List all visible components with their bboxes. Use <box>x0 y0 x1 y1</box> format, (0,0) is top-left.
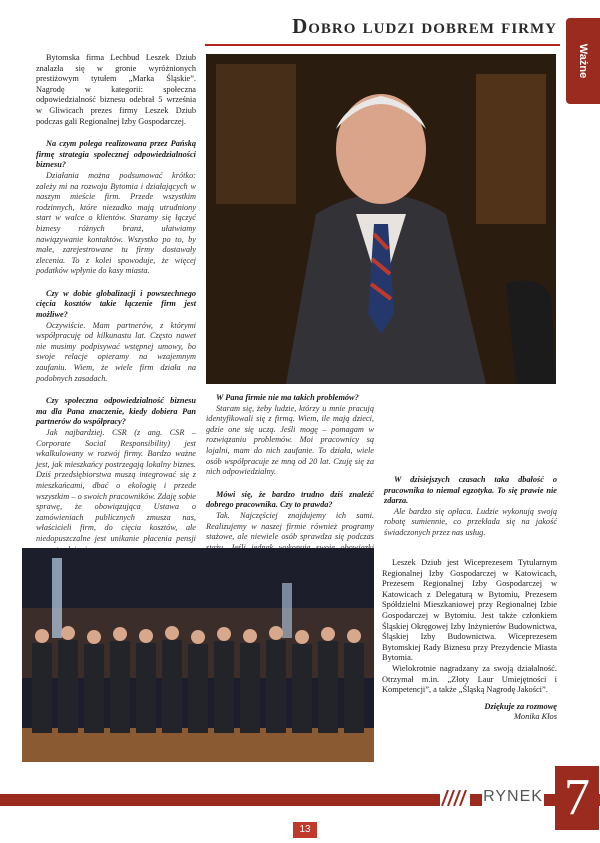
right-column <box>384 393 557 539</box>
answer-1: Działania można podsumować krótko: zależy mi na rozwoju Bytomia i działających w naszym mieście firm. Przede wszystkim rodzinnych, które niezadko mają utrudniony start w walce o klientów. Staramy się łączyć biznesy różnych branż, ułatwiamy nawiązywanie kontaktów. Wszystko po to, by małe, zarejestrowane tu firmy dostawały zlecenia. To z kolei spowoduje, że więcej podatków wpłynie do kasy miasta. <box>36 170 196 276</box>
author-name: Monika Kłos <box>513 712 557 722</box>
article-title: Dobro ludzi dobrem firmy <box>292 14 557 38</box>
question-1: Na czym polega realizowana przez Pańską firmę strategia społecznej odpowiedzialności biznesu? <box>36 139 196 170</box>
answer-4: Staram się, żeby ludzie, którzy u mnie pracują identyfikowali się z firmą. Wiem, ile mają dzieci, gdzie one się uczą. Jeśli mogę – pomagam w rozwiązaniu problemów. Moi pracownicy są lojalni, mam do nich zaufanie. To działa, wiele osób współpracuje ze mną od 20 lat. Czuję się za nich odpowiedzialny. <box>206 403 374 477</box>
portrait-photo <box>206 54 556 384</box>
answer-2: Oczywiście. Mam partnerów, z którymi współpracuję od kilkunastu lat. Często nawet nie musimy podpisywać wstępnej umowy, bo swoje relacje opieramy na wzajemnym zaufaniu. Wiem, że wiele firm działa na podobnych zasadach. <box>36 320 196 383</box>
portrait-illustration <box>206 54 556 384</box>
gala-illustration <box>22 548 374 762</box>
intro-paragraph: Bytomska firma Lechbud Leszek Dziub znalazła się w gronie wyróżnionych prestiżowym tytułem „Marka Śląskie”. Nagrodę w kategorii: społeczna odpowiedzialność biznesu odebrał 5 września w Gliwicach prezes firmy Leszek Dziub podczas gali Regionalnej Izby Gospodarczej. <box>36 53 196 126</box>
page-number: 13 <box>293 822 317 838</box>
bio-paragraph-1: Leszek Dziub jest Wiceprezesem Tytularnym Regionalnej Izby Gospodarczej w Katowicach, Prezesem Regionalnej Izby Gospodarczej w Katowicach z Delegaturą w Bytomiu, Prezesem Spółdzielni Mieszkaniowej przy Regionalnej Izbie Gospodarczej w Bytomiu. Jest także członkiem Śląskiej Okręgowej Izby Inżynierów Budownictwa, Śląskiej Izby Budownictwa. Wiceprezesem Bytomskiej Rady Biznesu przy Prezydencie Miasta Bytomia. <box>382 558 557 663</box>
issue-number: 7 <box>555 766 599 830</box>
question-5: Mówi się, że bardzo trudno dziś znaleźć dobrego pracownika. Czy to prawda? <box>206 489 374 510</box>
gala-photo <box>22 548 374 762</box>
left-column <box>36 53 196 555</box>
answer-6: Ale bardzo się opłaca. Ludzie wykonują swoją robotę sumiennie, co przekłada się na jakość świadczonych przez nas usług. <box>384 506 557 537</box>
title-rule <box>205 44 560 46</box>
section-tab-label: Ważne <box>577 43 589 79</box>
question-6: W dzisiejszych czasach taka dbałość o pracownika to niemal egzotyka. To się prawie nie zdarza. <box>384 475 557 506</box>
bio-column <box>382 558 557 723</box>
footer-stripes-decoration <box>440 790 470 806</box>
magazine-name: RYNEK <box>483 788 543 805</box>
section-tab <box>566 18 600 104</box>
question-3: Czy społeczna odpowiedzialność biznesu ma dla Pana znaczenie, kiedy dobiera Pan partnerów do współpracy? <box>36 396 196 427</box>
bio-paragraph-2: Wielokrotnie nagradzany za swoją działalność. Otrzymał m.in. „Złoty Laur Umiejętności i Kompetencji”, a także „Śląską Nagrodę Jakości”. <box>382 663 557 695</box>
question-4: W Pana firmie nie ma takich problemów? <box>216 393 359 402</box>
question-2: Czy w dobie globalizacji i powszechnego cięcia kosztów takie łączenie firm jest możliwe? <box>36 288 196 320</box>
thanks-line: Dziękuje za rozmowę <box>484 701 557 711</box>
answer-3: Jak najbardziej. CSR (z ang. CSR – Corporate Social Responsibility) jest wkalkulowany w rozwój firmy. Bardzo ważne jest, jak mieszkańcy postrzegają lokalny biznes. Dziś przedsiębiorstwa muszą integrować się z mieszkańcami, dbać o ekologię i przede wszystkim – o swoich pracowników. Zdaję sobie sprawę, że obowiązująca Ustawa o zamówieniach publicznych zmusza nas, właścicieli firm, do cięcia kosztów, ale niedopuszczalne jest unikanie płacenia pensji <box>36 428 196 543</box>
answer-5: Tak. Najczęściej znajdujemy ich sami. Realizujemy w naszej firmie również programy stażowe, ale niewiele osób sprawdza się podczas <box>206 510 374 542</box>
